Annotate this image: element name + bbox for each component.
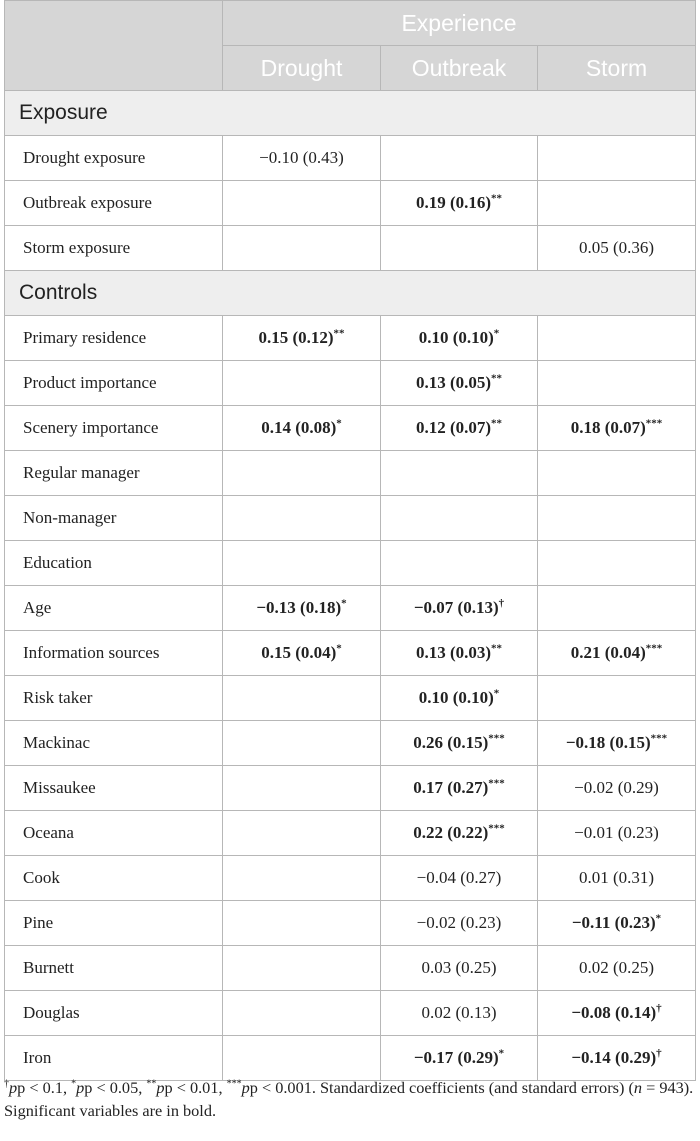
significance-marker: *: [336, 642, 342, 655]
significance-marker: *: [498, 1047, 505, 1060]
cell-outbreak: [381, 856, 538, 901]
header-col-outbreak: Outbreak: [381, 46, 538, 91]
cell-outbreak: [381, 406, 538, 451]
row-label: Information sources: [5, 631, 223, 676]
coefficient-value: 0.03 (0.25): [421, 958, 497, 977]
cell-storm: [538, 586, 696, 631]
row-label: Missaukee: [5, 766, 223, 811]
footnote-text-2: p < 0.05,: [84, 1078, 147, 1097]
cell-storm: [538, 226, 696, 271]
cell-outbreak: [381, 901, 538, 946]
row-label: Product importance: [5, 361, 223, 406]
row-label: Risk taker: [5, 676, 223, 721]
significance-marker: †: [656, 1002, 662, 1015]
cell-outbreak: [381, 316, 538, 361]
coefficient-value: 0.22 (0.22): [413, 823, 489, 842]
row-label: Mackinac: [5, 721, 223, 766]
row-label: Outbreak exposure: [5, 181, 223, 226]
coefficient-value: −0.04 (0.27): [416, 868, 502, 887]
table-row: [5, 406, 696, 451]
header-group-experience: Experience: [223, 1, 696, 46]
significance-marker: **: [333, 327, 345, 340]
cell-outbreak: [381, 226, 538, 271]
cell-outbreak: [381, 136, 538, 181]
table-row: [5, 1036, 696, 1081]
significance-marker: **: [491, 417, 503, 430]
coefficient-value: −0.08 (0.14): [571, 1003, 657, 1022]
header-corner-cell: [5, 1, 223, 91]
significance-marker: **: [491, 642, 503, 655]
cell-storm: [538, 451, 696, 496]
significance-marker: †: [498, 597, 505, 610]
cell-drought: [223, 226, 381, 271]
cell-outbreak: [381, 811, 538, 856]
table-row: [5, 676, 696, 721]
cell-drought: [223, 451, 381, 496]
cell-storm: [538, 181, 696, 226]
table-row: [5, 541, 696, 586]
table-row: [5, 766, 696, 811]
cell-outbreak: [381, 541, 538, 586]
cell-outbreak: [381, 721, 538, 766]
cell-storm: [538, 631, 696, 676]
cell-drought: [223, 496, 381, 541]
row-label: Regular manager: [5, 451, 223, 496]
row-label: Oceana: [5, 811, 223, 856]
coefficient-value: −0.02 (0.23): [416, 913, 502, 932]
significance-marker: *: [493, 687, 500, 700]
cell-drought: [223, 991, 381, 1036]
cell-outbreak: [381, 676, 538, 721]
cell-storm: [538, 676, 696, 721]
footnote-text-5: = 943). Significant variables are in bold.: [4, 1078, 694, 1120]
cell-outbreak: [381, 181, 538, 226]
cell-storm: [538, 316, 696, 361]
coefficient-value: 0.12 (0.07): [415, 418, 492, 437]
footnote-p: p: [9, 1078, 18, 1097]
coefficient-value: −0.01 (0.23): [574, 823, 659, 842]
cell-drought: [223, 946, 381, 991]
significance-marker: ***: [645, 417, 663, 430]
table-row: [5, 901, 696, 946]
cell-storm: [538, 136, 696, 181]
row-label: Burnett: [5, 946, 223, 991]
row-label: Drought exposure: [5, 136, 223, 181]
significance-marker: *: [336, 417, 342, 430]
cell-storm: [538, 406, 696, 451]
cell-storm: [538, 496, 696, 541]
row-label: Age: [5, 586, 223, 631]
table-row: [5, 856, 696, 901]
table-row: [5, 181, 696, 226]
significance-marker: ***: [488, 822, 505, 835]
table-row: [5, 451, 696, 496]
significance-marker: *: [655, 912, 662, 925]
significance-marker: †: [656, 1047, 662, 1060]
results-table-wrapper: [4, 0, 695, 1081]
coefficient-value: −0.17 (0.29): [413, 1048, 499, 1067]
cell-outbreak: [381, 451, 538, 496]
cell-drought: [223, 721, 381, 766]
cell-drought: [223, 316, 381, 361]
table-row: [5, 721, 696, 766]
table-row: [5, 136, 696, 181]
cell-outbreak: [381, 586, 538, 631]
cell-storm: [538, 856, 696, 901]
footnote-text-3: p < 0.01,: [164, 1078, 227, 1097]
cell-outbreak: [381, 496, 538, 541]
table-row: [5, 631, 696, 676]
significance-marker: *: [341, 597, 347, 610]
cell-outbreak: [381, 361, 538, 406]
table-row: [5, 586, 696, 631]
section-title: Controls: [5, 271, 696, 316]
row-label: Primary residence: [5, 316, 223, 361]
row-label: Education: [5, 541, 223, 586]
cell-storm: [538, 946, 696, 991]
footnote-star-3: ***: [226, 1078, 242, 1090]
coefficient-value: 0.17 (0.27): [413, 778, 489, 797]
cell-outbreak: [381, 991, 538, 1036]
row-label: Non-manager: [5, 496, 223, 541]
significance-marker: **: [491, 192, 503, 205]
significance-marker: *: [493, 327, 500, 340]
coefficient-value: 0.13 (0.05): [415, 373, 492, 392]
footnote-star-1: *: [71, 1078, 77, 1090]
row-label: Cook: [5, 856, 223, 901]
cell-drought: [223, 901, 381, 946]
cell-drought: [223, 136, 381, 181]
footnote-n: n: [633, 1078, 643, 1097]
coefficient-value: 0.02 (0.25): [578, 958, 655, 977]
footnote-text-4: p < 0.001. Standardized coefficients (and standard errors) (: [249, 1078, 634, 1097]
cell-storm: [538, 361, 696, 406]
cell-outbreak: [381, 631, 538, 676]
footnote-dagger: †: [4, 1078, 9, 1090]
section-title: Exposure: [5, 91, 696, 136]
results-table: [4, 0, 696, 1081]
coefficient-value: 0.05 (0.36): [578, 238, 655, 257]
significance-marker: **: [491, 372, 503, 385]
coefficient-value: 0.19 (0.16): [415, 193, 492, 212]
footnote-text-1: p < 0.1,: [17, 1078, 72, 1097]
row-label: Scenery importance: [5, 406, 223, 451]
table-row: [5, 811, 696, 856]
table-footnote: †pp < 0.1, *pp < 0.05, **pp < 0.01, ***pp < 0.001. Standardized coefficients (and standard errors) (n = 943). Significant variables are in bold.: [4, 1078, 694, 1120]
cell-storm: [538, 991, 696, 1036]
coefficient-value: −0.13 (0.18): [256, 598, 342, 617]
coefficient-value: 0.01 (0.31): [578, 868, 655, 887]
coefficient-value: 0.15 (0.04): [261, 643, 337, 662]
coefficient-value: −0.02 (0.29): [574, 778, 659, 797]
cell-drought: [223, 586, 381, 631]
cell-outbreak: [381, 946, 538, 991]
cell-outbreak: [381, 1036, 538, 1081]
row-label: Pine: [5, 901, 223, 946]
cell-drought: [223, 631, 381, 676]
header-col-storm: Storm: [538, 46, 696, 91]
coefficient-value: −0.07 (0.13): [413, 598, 499, 617]
cell-storm: [538, 901, 696, 946]
section-row: [5, 271, 696, 316]
cell-storm: [538, 811, 696, 856]
table-row: [5, 496, 696, 541]
table-row: [5, 946, 696, 991]
table-body: [5, 91, 696, 1081]
cell-storm: [538, 541, 696, 586]
coefficient-value: −0.11 (0.23): [571, 913, 656, 932]
cell-storm: [538, 721, 696, 766]
table-row: [5, 991, 696, 1036]
cell-drought: [223, 676, 381, 721]
coefficient-value: 0.21 (0.04): [570, 643, 646, 662]
coefficient-value: 0.15 (0.12): [258, 328, 334, 347]
coefficient-value: 0.26 (0.15): [413, 733, 489, 752]
row-label: Storm exposure: [5, 226, 223, 271]
cell-drought: [223, 361, 381, 406]
coefficient-value: 0.10 (0.10): [418, 328, 494, 347]
cell-storm: [538, 766, 696, 811]
coefficient-value: −0.14 (0.29): [571, 1048, 657, 1067]
cell-drought: [223, 856, 381, 901]
coefficient-value: −0.10 (0.43): [259, 148, 344, 167]
cell-drought: [223, 541, 381, 586]
cell-drought: [223, 406, 381, 451]
coefficient-value: 0.02 (0.13): [421, 1003, 497, 1022]
coefficient-value: 0.10 (0.10): [418, 688, 494, 707]
cell-drought: [223, 181, 381, 226]
row-label: Iron: [5, 1036, 223, 1081]
coefficient-value: 0.13 (0.03): [415, 643, 492, 662]
cell-drought: [223, 766, 381, 811]
table-row: [5, 226, 696, 271]
header-col-drought: Drought: [223, 46, 381, 91]
significance-marker: ***: [488, 732, 505, 745]
coefficient-value: 0.14 (0.08): [261, 418, 337, 437]
coefficient-value: −0.18 (0.15): [565, 733, 651, 752]
row-label: Douglas: [5, 991, 223, 1036]
section-row: [5, 91, 696, 136]
significance-marker: ***: [650, 732, 668, 745]
cell-storm: [538, 1036, 696, 1081]
table-row: [5, 316, 696, 361]
cell-drought: [223, 1036, 381, 1081]
coefficient-value: 0.18 (0.07): [570, 418, 646, 437]
table-row: [5, 361, 696, 406]
cell-outbreak: [381, 766, 538, 811]
cell-drought: [223, 811, 381, 856]
significance-marker: ***: [645, 642, 663, 655]
footnote-star-2: **: [146, 1078, 157, 1090]
significance-marker: ***: [488, 777, 505, 790]
